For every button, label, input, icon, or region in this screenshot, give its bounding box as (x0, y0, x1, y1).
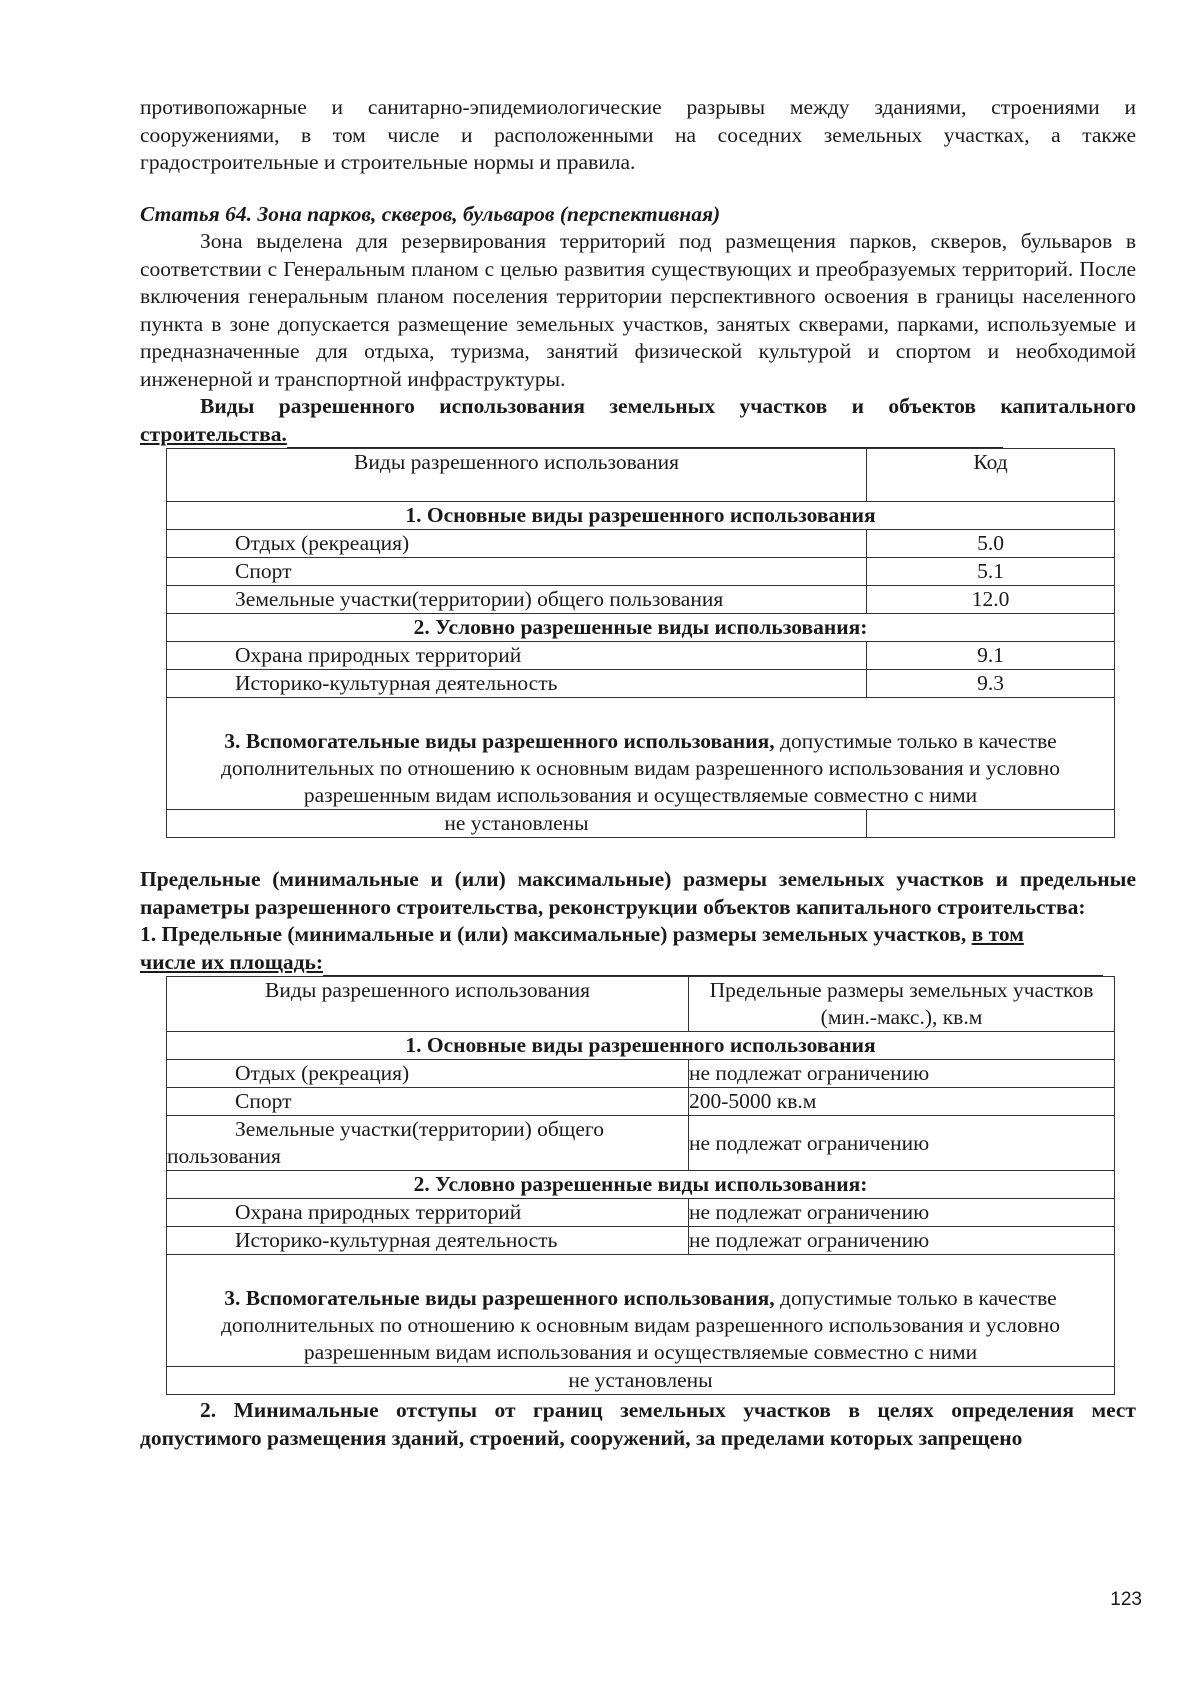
auxiliary-value: не установлены (167, 1367, 1115, 1395)
use-name: Отдых (рекреация) (167, 1060, 689, 1088)
table-row (167, 558, 1115, 586)
limits-heading: Предельные (минимальные и (или) максимальные) размеры земельных участков и предельные параметры разрешенного строительства, реконструкции объектов капитального строительства: (140, 867, 1136, 919)
table-row (167, 1367, 1115, 1395)
document-page (140, 94, 1136, 1452)
section-row (167, 1032, 1115, 1060)
section-conditional: 2. Условно разрешенные виды использования: (167, 1171, 1115, 1199)
table-header-row (167, 977, 1115, 1032)
section-auxiliary-text: допустимые только в качестве дополнительных по отношению к основным видам разрешенного использования и условно разрешенным видам использования и осуществляемые совместно с ними (220, 1286, 1061, 1364)
closing-paragraph: 2. Минимальные отступы от границ земельных участков в целях определения мест допустимого размещения зданий, строений, сооружений, за пределами которых запрещено (140, 1398, 1136, 1450)
intro-paragraph: противопожарные и санитарно-эпидемиологические разрывы между зданиями, строениями и сооружениями, в том числе и расположенными на соседних земельных участках, а также градостроительные и строительные нормы и правила. (140, 95, 1136, 174)
header-limits: Предельные размеры земельных участков (мин.-макс.), кв.м (689, 977, 1115, 1032)
section-auxiliary-title: 3. Вспомогательные виды разрешенного использования, (224, 1286, 775, 1310)
limits-subheading (140, 921, 1136, 949)
header-code: Код (867, 449, 1115, 502)
limits-table (166, 976, 1115, 1395)
limit-value: 200-5000 кв.м (689, 1088, 1115, 1116)
page-number: 123 (1110, 1589, 1142, 1610)
table-row (167, 670, 1115, 698)
limits-sub-underlined-2: числе их площадь: (140, 949, 324, 974)
table-row (167, 642, 1115, 670)
use-code: 5.0 (867, 530, 1115, 558)
uses-heading (140, 393, 1136, 448)
limit-value: не подлежат ограничению (689, 1199, 1115, 1227)
header-uses: Виды разрешенного использования (167, 449, 867, 502)
empty-cell (867, 810, 1115, 838)
use-name: Охрана природных территорий (167, 642, 867, 670)
table-row (167, 810, 1115, 838)
section-row (167, 614, 1115, 642)
header-uses: Виды разрешенного использования (167, 977, 689, 1032)
use-name: Отдых (рекреация) (167, 530, 867, 558)
section-conditional: 2. Условно разрешенные виды использования: (167, 614, 1115, 642)
table-row (167, 1088, 1115, 1116)
use-name-line2: пользования (167, 1144, 281, 1168)
section-main: 1. Основные виды разрешенного использования (167, 1032, 1115, 1060)
use-name: Земельные участки(территории) общего пользования (167, 586, 867, 614)
section-auxiliary-title: 3. Вспомогательные виды разрешенного использования, (224, 729, 775, 753)
table-row (167, 1227, 1115, 1255)
section-row (167, 1171, 1115, 1199)
article-title: Статья 64. Зона парков, скверов, бульваров (перспективная) (140, 201, 721, 226)
table-row (167, 586, 1115, 614)
uses-table (166, 448, 1115, 838)
uses-heading-underlined: строительства. (140, 421, 287, 446)
limits-sub-text: 1. Предельные (минимальные и (или) максимальные) размеры земельных участков, (140, 922, 972, 946)
underline-rule (287, 427, 1003, 448)
use-name: Спорт (167, 558, 867, 586)
table-header-row (167, 449, 1115, 502)
article-body: Зона выделена для резервирования территорий под размещения парков, скверов, бульваров в соответствии с Генеральным планом с целью развития существующих и преобразуемых территорий. После включения генеральным планом поселения территории перспективного освоения в границы населенного пункта в зоне допускается размещение земельных участков, занятых скверами, парками, используемые и предназначенные для отдыха, туризма, занятий физической культурой и спортом и необходимой инженерной и транспортной инфраструктуры. (140, 229, 1136, 391)
use-name: Охрана природных территорий (167, 1199, 689, 1227)
use-name: Историко-культурная деятельность (167, 1227, 689, 1255)
section-main: 1. Основные виды разрешенного использования (167, 502, 1115, 530)
use-code: 9.1 (867, 642, 1115, 670)
auxiliary-value: не установлены (167, 810, 867, 838)
section-row (167, 502, 1115, 530)
limit-value: не подлежат ограничению (689, 1227, 1115, 1255)
table-row (167, 1116, 1115, 1171)
section-row (167, 1255, 1115, 1367)
use-code: 5.1 (867, 558, 1115, 586)
use-name-line1: Земельные участки(территории) общего (235, 1117, 604, 1141)
table-row (167, 1199, 1115, 1227)
limit-value: не подлежат ограничению (689, 1060, 1115, 1088)
use-code: 9.3 (867, 670, 1115, 698)
limits-subheading-cont (140, 949, 1136, 977)
limits-sub-underlined: в том (971, 922, 1024, 946)
table-row (167, 1060, 1115, 1088)
use-name: Спорт (167, 1088, 689, 1116)
section-auxiliary (167, 1255, 1115, 1367)
limit-value: не подлежат ограничению (689, 1116, 1115, 1171)
table-row (167, 530, 1115, 558)
use-name-multiline (167, 1116, 689, 1171)
use-name: Историко-культурная деятельность (167, 670, 867, 698)
section-auxiliary (167, 698, 1115, 810)
uses-heading-text: Виды разрешенного использования земельных участков и объектов капитального (200, 394, 1136, 418)
use-code: 12.0 (867, 586, 1115, 614)
section-row (167, 698, 1115, 810)
section-auxiliary-text: допустимые только в качестве дополнительных по отношению к основным видам разрешенного использования и условно разрешенным видам использования и осуществляемые совместно с ними (220, 729, 1061, 807)
underline-rule (323, 955, 1103, 976)
